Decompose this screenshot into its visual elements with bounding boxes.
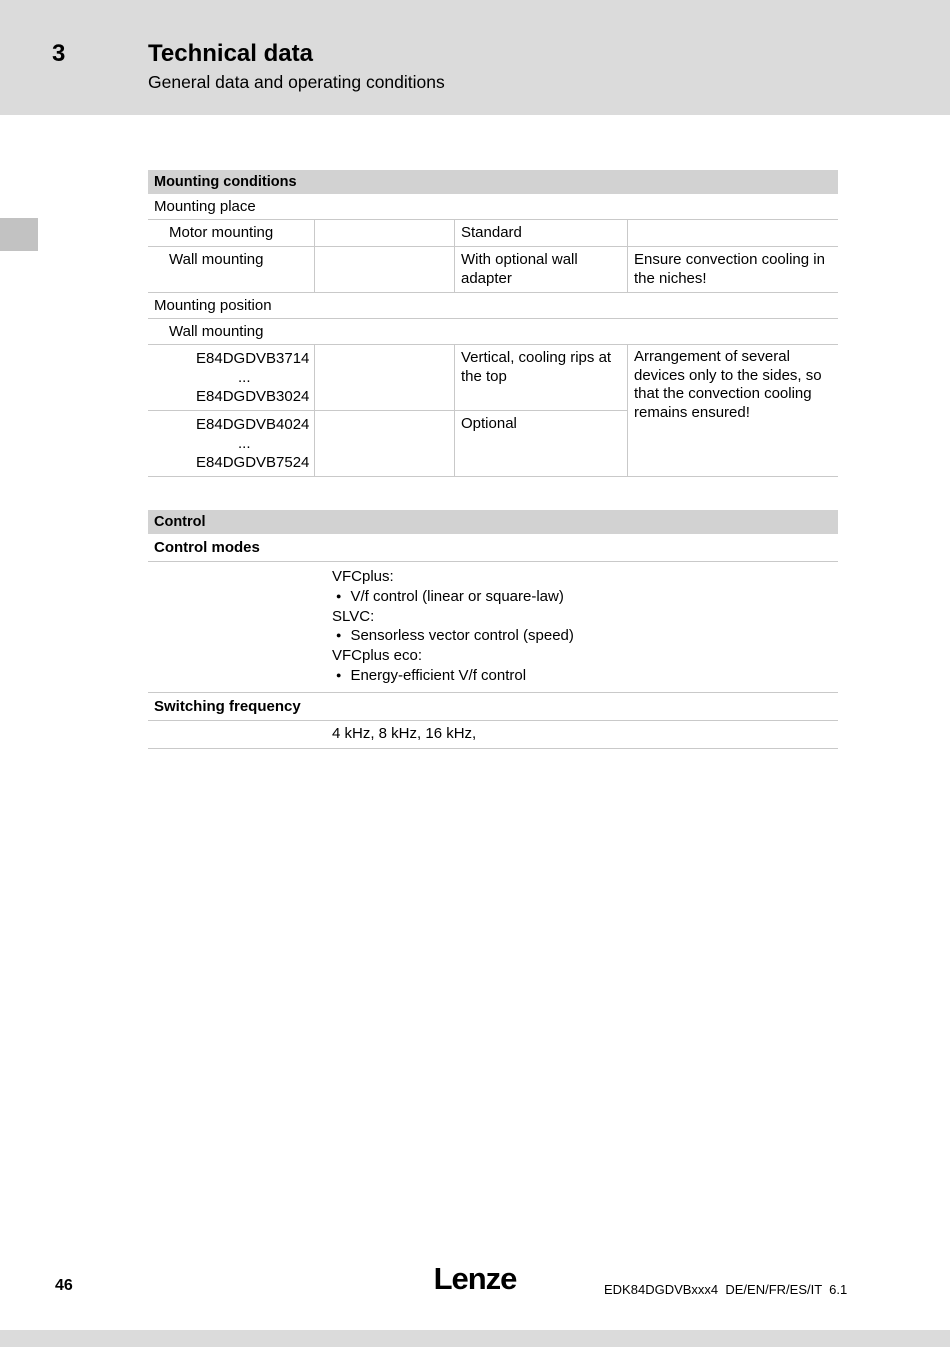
row-label: Wall mounting	[169, 251, 264, 268]
row-label: Motor mounting	[169, 224, 274, 241]
model-code: E84DGDVB3714	[196, 350, 310, 367]
mode-line-bullet: ● Sensorless vector control (speed)	[332, 626, 838, 646]
empty-cell	[627, 220, 838, 246]
model-code: E84DGDVB3024	[196, 388, 310, 405]
row-value: Standard	[454, 220, 627, 246]
mounting-table-header: Mounting conditions	[148, 170, 838, 194]
ellipsis: ...	[238, 369, 251, 386]
page-number: 46	[55, 1277, 73, 1294]
control-modes-label: Control modes	[148, 534, 838, 562]
empty-cell	[314, 345, 454, 411]
page-subtitle: General data and operating conditions	[148, 72, 445, 92]
row-note: Ensure convection cooling in the niches!	[627, 247, 838, 292]
section-mounting-place: Mounting place	[148, 194, 838, 220]
document-code: EDK84DGDVBxxx4 DE/EN/FR/ES/IT 6.1	[604, 1282, 848, 1297]
mode-line-bullet: ● V/f control (linear or square-law)	[332, 587, 838, 607]
control-table-header: Control	[148, 510, 838, 534]
model-code: E84DGDVB7524	[196, 454, 310, 471]
section-mounting-position: Mounting position	[148, 293, 838, 319]
mode-line: VFCplus eco:	[332, 647, 423, 665]
control-modes-list	[148, 562, 838, 693]
switching-frequency-value: 4 kHz, 8 kHz, 16 kHz,	[148, 721, 838, 749]
header-band	[0, 0, 950, 115]
row-value: With optional wall adapter	[454, 247, 627, 292]
chapter-number: 3	[52, 40, 66, 67]
table-row	[148, 220, 838, 247]
table-gap	[148, 477, 838, 510]
model-range	[148, 345, 314, 411]
table-row	[148, 247, 838, 293]
mode-line: VFCplus:	[332, 568, 394, 585]
row-value: Vertical, cooling rips at the top	[454, 345, 627, 411]
empty-cell	[314, 411, 454, 476]
arrangement-note: Arrangement of several devices only to the sides, so that the convection cooling remains ensured!	[627, 345, 838, 476]
empty-cell	[314, 220, 454, 246]
mode-line-bullet: ● Energy-efficient V/f control	[332, 666, 838, 686]
switching-frequency-label: Switching frequency	[148, 693, 838, 721]
model-range	[148, 411, 314, 476]
page-title: Technical data	[148, 40, 313, 67]
footer-band	[0, 1330, 950, 1347]
mode-line: SLVC:	[332, 607, 375, 625]
model-rows	[148, 345, 838, 477]
model-code: E84DGDVB4024	[196, 416, 310, 433]
page-content	[148, 170, 838, 749]
lenze-logo: Lenze	[433, 1261, 517, 1296]
ellipsis: ...	[238, 435, 251, 452]
subsection-wall-mounting: Wall mounting	[148, 319, 838, 345]
thumb-index-marker	[0, 218, 38, 251]
row-value: Optional	[454, 411, 627, 476]
empty-cell	[314, 247, 454, 292]
